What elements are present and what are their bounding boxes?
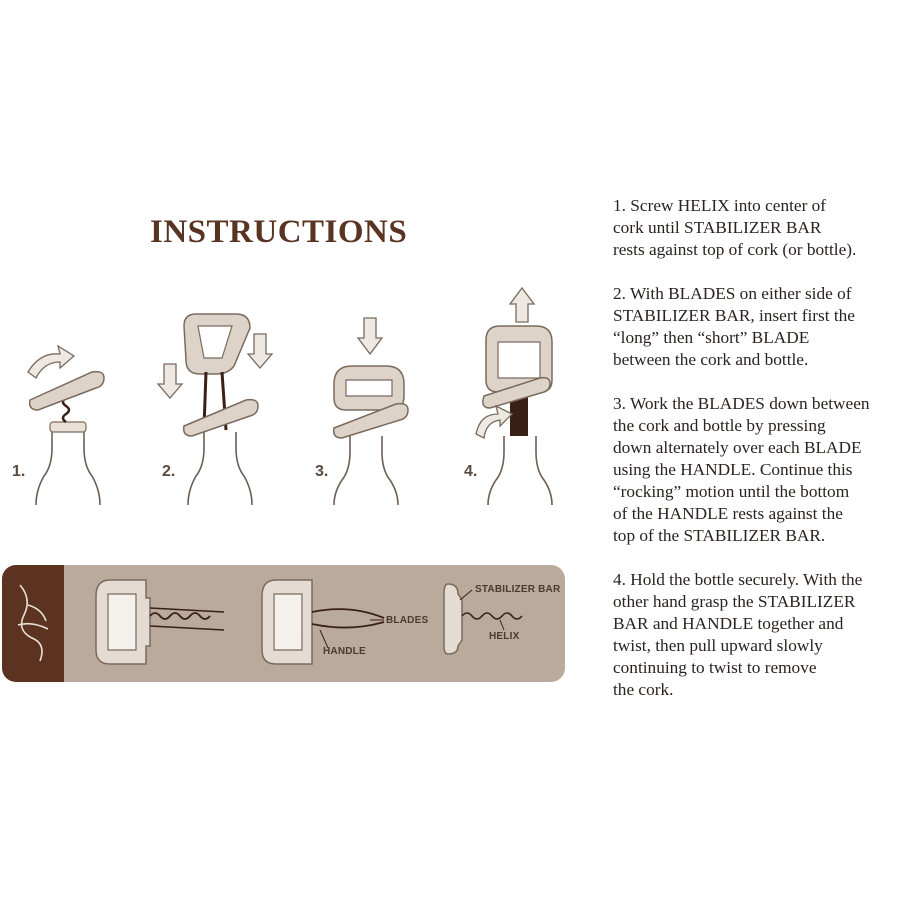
instruction-steps (613, 195, 899, 723)
step-4-illustration (476, 288, 552, 505)
signature-icon (2, 565, 64, 682)
step-1-text: 1. Screw HELIX into center of cork until STABILIZER BAR rests against top of cork (or bottle). (613, 196, 857, 259)
step-1-illustration (28, 346, 104, 505)
step-illustrations (0, 280, 600, 520)
helix-label: HELIX (489, 631, 520, 642)
signature-logo (2, 565, 64, 682)
step-number-4: 4. (464, 463, 478, 480)
step-number-1: 1. (12, 463, 26, 480)
handle-label: HANDLE (323, 646, 366, 657)
step-2-text: 2. With BLADES on either side of STABILIZER BAR, insert first the “long” then “short” BLADE between the cork and bottle. (613, 284, 855, 369)
parts-panel (2, 565, 565, 682)
step-number-2: 2. (162, 463, 176, 480)
blades-label: BLADES (386, 615, 429, 626)
step-3-text: 3. Work the BLADES down between the cork and bottle by pressing down alternately over each BLADE using the HANDLE. Continue this “rocking” motion until the bottom of the HANDLE rests against the top of the STABILIZER BAR. (613, 394, 870, 545)
page-title: INSTRUCTIONS (150, 214, 408, 250)
step-3-illustration (334, 318, 408, 505)
step-4-text: 4. Hold the bottle securely. With the other hand grasp the STABILIZER BAR and HANDLE together and twist, then pull upward slowly continuing to twist to remove the cork. (613, 570, 863, 699)
parts-diagram (62, 565, 562, 682)
step-number-3: 3. (315, 463, 329, 480)
stabilizer-bar-label: STABILIZER BAR (475, 584, 561, 595)
